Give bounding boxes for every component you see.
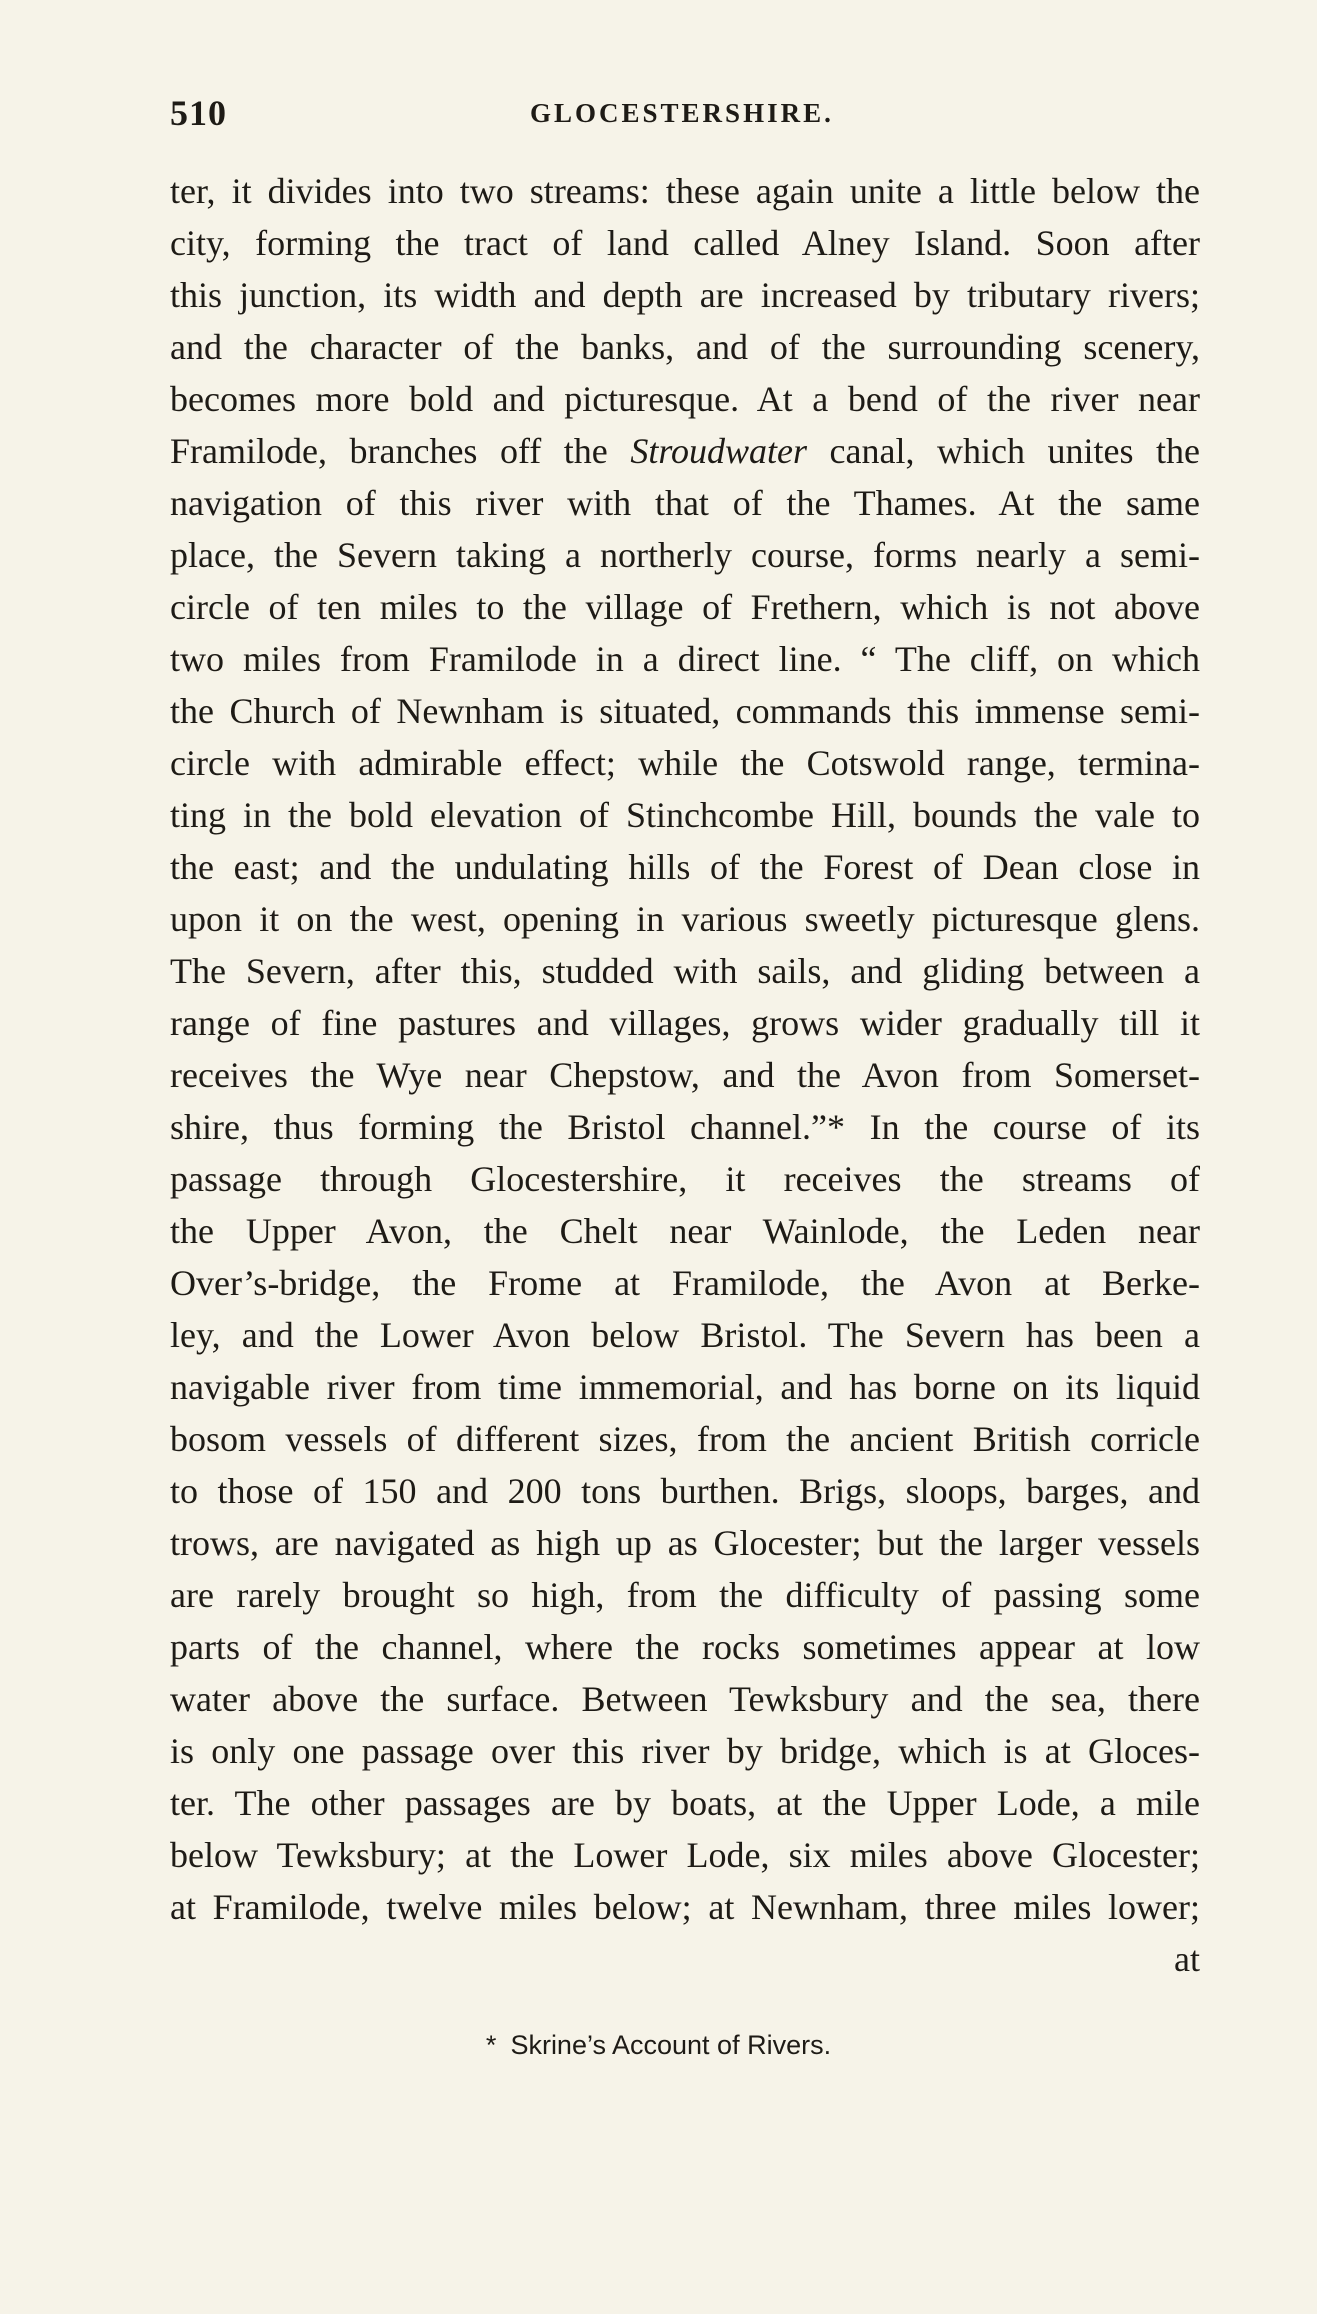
text-line: the Upper Avon, the Chelt near Wainlode, the Leden near (170, 1211, 1200, 1251)
text-line: parts of the channel, where the rocks sometimes appear at low (170, 1627, 1200, 1667)
text-line: The Severn, after this, studded with sails, and gliding between a (170, 951, 1200, 991)
text-line: trows, are navigated as high up as Glocester; but the larger vessels (170, 1523, 1200, 1563)
text-line: is only one passage over this river by bridge, which is at Gloces- (170, 1731, 1200, 1771)
text-line: this junction, its width and depth are increased by tributary rivers; (170, 275, 1200, 315)
footnote (0, 2030, 1317, 2061)
text-line: passage through Glocestershire, it receives the streams of (170, 1159, 1200, 1199)
text-line-with-italic (170, 425, 1200, 477)
text-line: water above the surface. Between Tewksbury and the sea, there (170, 1679, 1200, 1719)
text-line: becomes more bold and picturesque. At a bend of the river near (170, 379, 1200, 419)
body-text (170, 165, 1200, 1985)
italic-term: Stroudwater (630, 431, 808, 471)
catchword: at (1174, 1939, 1200, 1979)
text-line: ter, it divides into two streams: these again unite a little below the (170, 171, 1200, 211)
text-line: navigable river from time immemorial, and has borne on its liquid (170, 1367, 1200, 1407)
page-number: 510 (170, 93, 227, 133)
text-line: are rarely brought so high, from the difficulty of passing some (170, 1575, 1200, 1615)
text-line: circle of ten miles to the village of Frethern, which is not above (170, 587, 1200, 627)
text-line: and the character of the banks, and of the surrounding scenery, (170, 327, 1200, 367)
page-header (170, 92, 1200, 132)
text-line: to those of 150 and 200 tons burthen. Brigs, sloops, barges, and (170, 1471, 1200, 1511)
text-line: bosom vessels of different sizes, from the ancient British corricle (170, 1419, 1200, 1459)
text-line: city, forming the tract of land called Alney Island. Soon after (170, 223, 1200, 263)
text-fragment: canal, which unites the (807, 431, 1201, 471)
text-line: circle with admirable effect; while the Cotswold range, termina- (170, 743, 1200, 783)
running-head: GLOCESTERSHIRE. (530, 98, 834, 128)
text-fragment: Framilode, branches off the (170, 431, 631, 471)
text-line: navigation of this river with that of the Thames. At the same (170, 483, 1200, 523)
text-line: ting in the bold elevation of Stinchcombe Hill, bounds the vale to (170, 795, 1200, 835)
text-line: below Tewksbury; at the Lower Lode, six miles above Glocester; (170, 1835, 1200, 1875)
text-line: upon it on the west, opening in various sweetly picturesque glens. (170, 899, 1200, 939)
footnote-mark: * (485, 2030, 497, 2060)
text-line: Over’s-bridge, the Frome at Framilode, the Avon at Berke- (170, 1263, 1200, 1303)
text-line: two miles from Framilode in a direct line. “ The cliff, on which (170, 639, 1200, 679)
text-line: place, the Severn taking a northerly course, forms nearly a semi- (170, 535, 1200, 575)
text-line: receives the Wye near Chepstow, and the Avon from Somerset- (170, 1055, 1200, 1095)
text-line: range of fine pastures and villages, grows wider gradually till it (170, 1003, 1200, 1043)
footnote-text: Skrine’s Account of Rivers. (510, 2030, 832, 2060)
text-line: shire, thus forming the Bristol channel.”* In the course of its (170, 1107, 1200, 1147)
text-line: at Framilode, twelve miles below; at Newnham, three miles lower; (170, 1887, 1200, 1927)
text-line: ley, and the Lower Avon below Bristol. The Severn has been a (170, 1315, 1200, 1355)
text-line: ter. The other passages are by boats, at the Upper Lode, a mile (170, 1783, 1200, 1823)
text-line: the Church of Newnham is situated, commands this immense semi- (170, 691, 1200, 731)
text-line: the east; and the undulating hills of the Forest of Dean close in (170, 847, 1200, 887)
